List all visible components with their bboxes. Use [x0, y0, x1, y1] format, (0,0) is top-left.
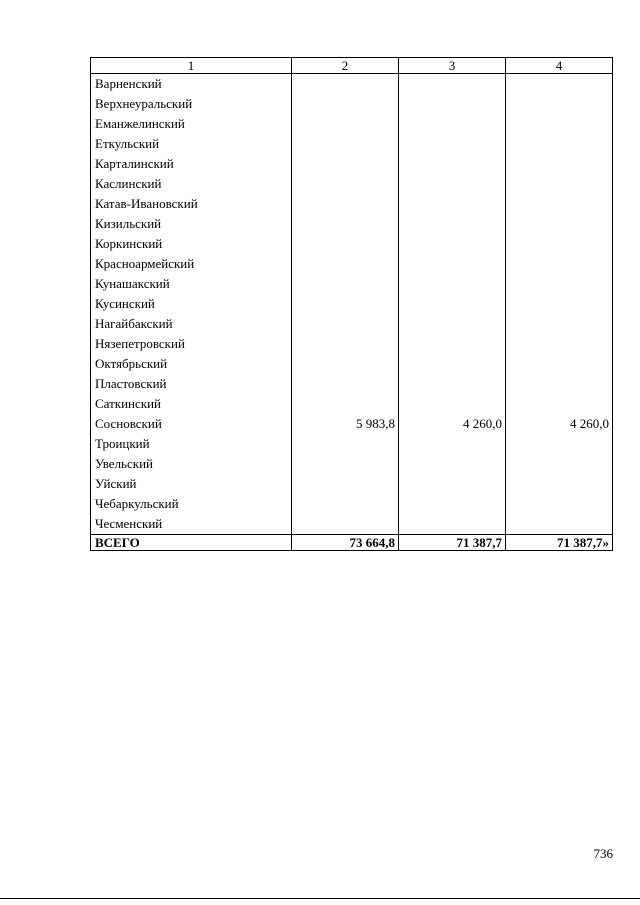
- value-cell-col4: [506, 254, 613, 274]
- value-cell-col4: [506, 114, 613, 134]
- table-row: [91, 214, 613, 234]
- value-cell-col2: [292, 214, 399, 234]
- value-cell-col2: [292, 134, 399, 154]
- table-header-row: [91, 58, 613, 74]
- value-cell-col4: [506, 374, 613, 394]
- column-header-3: 3: [399, 58, 506, 74]
- table-row: [91, 174, 613, 194]
- district-name-cell: Кусинский: [91, 294, 292, 314]
- district-name-cell: Варненский: [91, 74, 292, 95]
- value-cell-col2: [292, 394, 399, 414]
- district-name-cell: Увельский: [91, 454, 292, 474]
- table-row: [91, 154, 613, 174]
- district-name-cell: Кизильский: [91, 214, 292, 234]
- value-cell-col2: [292, 74, 399, 95]
- value-cell-col3: [399, 334, 506, 354]
- table-row: [91, 134, 613, 154]
- value-cell-col2: [292, 514, 399, 535]
- value-cell-col3: [399, 474, 506, 494]
- value-cell-col4: [506, 94, 613, 114]
- value-cell-col4: [506, 274, 613, 294]
- district-name-cell: Кунашакский: [91, 274, 292, 294]
- district-name-cell: Нязепетровский: [91, 334, 292, 354]
- value-cell-col2: [292, 314, 399, 334]
- value-cell-col2: [292, 274, 399, 294]
- value-cell-col3: [399, 494, 506, 514]
- total-row: [91, 535, 613, 551]
- table-row: [91, 194, 613, 214]
- value-cell-col4: [506, 354, 613, 374]
- value-cell-col2: [292, 294, 399, 314]
- value-cell-col2: 5 983,8: [292, 414, 399, 434]
- value-cell-col2: [292, 114, 399, 134]
- value-cell-col4: [506, 234, 613, 254]
- district-name-cell: Троицкий: [91, 434, 292, 454]
- data-table: [90, 57, 613, 551]
- value-cell-col3: [399, 514, 506, 535]
- value-cell-col2: [292, 194, 399, 214]
- value-cell-col3: [399, 354, 506, 374]
- district-name-cell: Чесменский: [91, 514, 292, 535]
- table-row: [91, 94, 613, 114]
- value-cell-col3: [399, 74, 506, 95]
- value-cell-col3: [399, 94, 506, 114]
- district-name-cell: Коркинский: [91, 234, 292, 254]
- column-header-1: 1: [91, 58, 292, 74]
- value-cell-col4: [506, 194, 613, 214]
- district-name-cell: Катав-Ивановский: [91, 194, 292, 214]
- district-name-cell: Саткинский: [91, 394, 292, 414]
- value-cell-col2: [292, 454, 399, 474]
- table-row: [91, 254, 613, 274]
- value-cell-col2: [292, 154, 399, 174]
- value-cell-col4: [506, 454, 613, 474]
- table-row: [91, 454, 613, 474]
- value-cell-col3: [399, 174, 506, 194]
- table-row: [91, 334, 613, 354]
- value-cell-col3: [399, 214, 506, 234]
- value-cell-col3: [399, 374, 506, 394]
- value-cell-col3: [399, 234, 506, 254]
- value-cell-col4: [506, 334, 613, 354]
- value-cell-col4: [506, 434, 613, 454]
- table-row: [91, 294, 613, 314]
- district-name-cell: Чебаркульский: [91, 494, 292, 514]
- value-cell-col2: [292, 494, 399, 514]
- table-row: [91, 374, 613, 394]
- table-row: [91, 74, 613, 95]
- district-name-cell: Пластовский: [91, 374, 292, 394]
- district-name-cell: Сосновский: [91, 414, 292, 434]
- value-cell-col2: [292, 474, 399, 494]
- total-label-cell: ВСЕГО: [91, 535, 292, 551]
- value-cell-col4: 4 260,0: [506, 414, 613, 434]
- table-row: [91, 354, 613, 374]
- district-name-cell: Еманжелинский: [91, 114, 292, 134]
- value-cell-col4: [506, 494, 613, 514]
- table-row: [91, 514, 613, 535]
- table-row: [91, 414, 613, 434]
- value-cell-col4: [506, 474, 613, 494]
- district-name-cell: Нагайбакский: [91, 314, 292, 334]
- district-name-cell: Уйский: [91, 474, 292, 494]
- district-name-cell: Еткульский: [91, 134, 292, 154]
- total-value-cell-col2: 73 664,8: [292, 535, 399, 551]
- table-row: [91, 434, 613, 454]
- value-cell-col3: 4 260,0: [399, 414, 506, 434]
- value-cell-col3: [399, 254, 506, 274]
- value-cell-col3: [399, 454, 506, 474]
- value-cell-col4: [506, 294, 613, 314]
- table-row: [91, 394, 613, 414]
- value-cell-col2: [292, 94, 399, 114]
- column-header-4: 4: [506, 58, 613, 74]
- value-cell-col3: [399, 154, 506, 174]
- value-cell-col2: [292, 334, 399, 354]
- table-row: [91, 494, 613, 514]
- value-cell-col4: [506, 394, 613, 414]
- value-cell-col2: [292, 254, 399, 274]
- value-cell-col4: [506, 314, 613, 334]
- district-name-cell: Верхнеуральский: [91, 94, 292, 114]
- value-cell-col3: [399, 434, 506, 454]
- table-row: [91, 114, 613, 134]
- table-row: [91, 274, 613, 294]
- value-cell-col3: [399, 294, 506, 314]
- value-cell-col3: [399, 114, 506, 134]
- column-header-2: 2: [292, 58, 399, 74]
- value-cell-col3: [399, 134, 506, 154]
- table-row: [91, 314, 613, 334]
- value-cell-col4: [506, 134, 613, 154]
- page-number: 736: [593, 846, 613, 861]
- value-cell-col3: [399, 314, 506, 334]
- value-cell-col2: [292, 234, 399, 254]
- table-row: [91, 234, 613, 254]
- value-cell-col3: [399, 194, 506, 214]
- district-name-cell: Октябрьский: [91, 354, 292, 374]
- value-cell-col2: [292, 374, 399, 394]
- footer-divider: [0, 898, 640, 899]
- value-cell-col2: [292, 354, 399, 374]
- value-cell-col2: [292, 174, 399, 194]
- table-row: [91, 474, 613, 494]
- district-name-cell: Карталинский: [91, 154, 292, 174]
- value-cell-col2: [292, 434, 399, 454]
- table-body: [91, 74, 613, 551]
- value-cell-col4: [506, 214, 613, 234]
- district-name-cell: Красноармейский: [91, 254, 292, 274]
- value-cell-col4: [506, 514, 613, 535]
- value-cell-col3: [399, 274, 506, 294]
- total-value-cell-col4: 71 387,7»: [506, 535, 613, 551]
- value-cell-col3: [399, 394, 506, 414]
- value-cell-col4: [506, 154, 613, 174]
- value-cell-col4: [506, 74, 613, 95]
- value-cell-col4: [506, 174, 613, 194]
- total-value-cell-col3: 71 387,7: [399, 535, 506, 551]
- district-name-cell: Каслинский: [91, 174, 292, 194]
